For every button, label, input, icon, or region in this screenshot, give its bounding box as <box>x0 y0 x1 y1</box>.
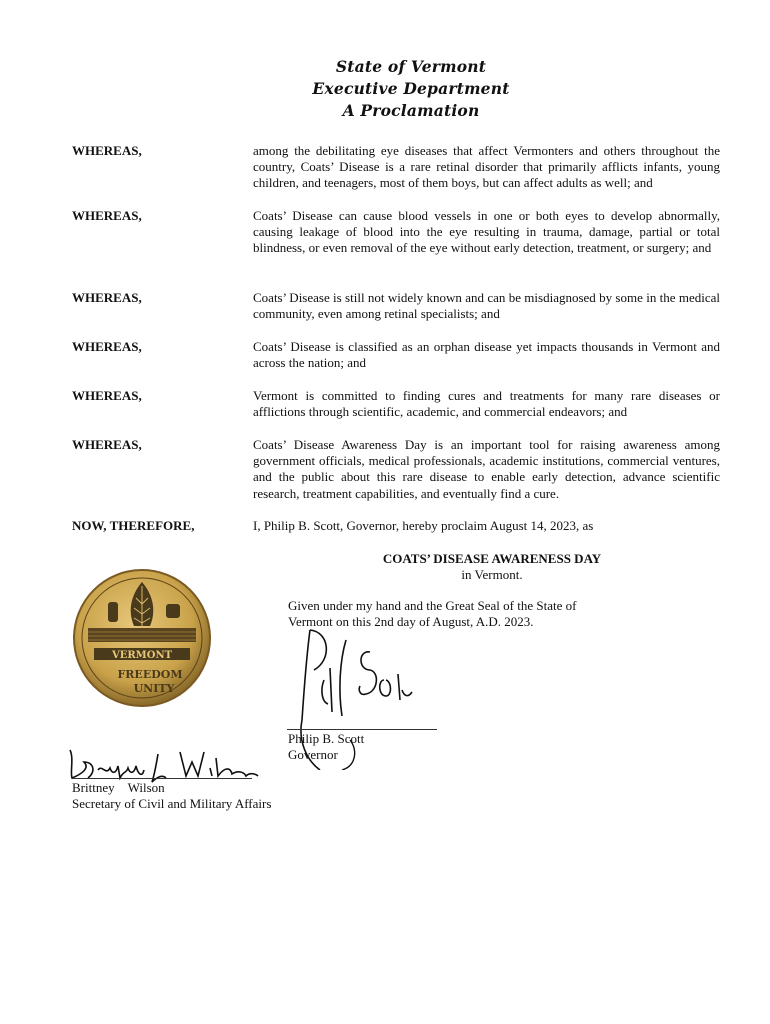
proclamation-title-block <box>312 551 672 583</box>
header-state: State of Vermont <box>335 57 487 76</box>
whereas-clause <box>72 388 720 420</box>
document-header <box>0 56 770 122</box>
whereas-clause <box>72 339 720 371</box>
secretary-signature-line <box>72 778 252 779</box>
whereas-clause <box>72 208 720 257</box>
secretary-block <box>72 780 271 812</box>
clause-label: WHEREAS, <box>72 388 142 403</box>
clause-text: Vermont is committed to finding cures and treatments for many rare diseases or afflictions through scientific, academic, and commercial endeavors; and <box>253 388 720 420</box>
given-line-2: Vermont on this 2nd day of August, A.D. 2023. <box>288 614 534 629</box>
seal-band-text: VERMONT <box>111 650 173 661</box>
clause-text: Coats’ Disease Awareness Day is an important tool for raising awareness among government officials, medical professionals, academic institutions, commercial ventures, and the public about this rare disease to enable early detection, advance scientific research, treatment capabilities, and eventually find a cure. <box>253 437 720 501</box>
clause-label: NOW, THEREFORE, <box>72 518 195 533</box>
whereas-clause <box>72 290 720 322</box>
whereas-clause <box>72 143 720 192</box>
now-therefore-clause <box>72 518 720 534</box>
governor-signature-line <box>287 729 437 730</box>
clause-text: Coats’ Disease can cause blood vessels in one or both eyes to develop abnormally, causing leakage of blood into the eye resulting in trauma, damage, partial or total blindness, or even removal of the eye without early detection, treatment, or surgery; and <box>253 208 720 256</box>
secretary-name-line <box>72 780 271 796</box>
seal-motto-2: UNITY <box>133 682 175 695</box>
given-line-1: Given under my hand and the Great Seal of the State of <box>288 598 577 613</box>
proclamation-title: COATS’ DISEASE AWARENESS DAY <box>382 551 602 566</box>
secretary-last-name: Wilson <box>127 780 165 795</box>
governor-title: Governor <box>288 747 338 762</box>
header-proclamation: A Proclamation <box>342 101 480 120</box>
secretary-title: Secretary of Civil and Military Affairs <box>72 796 272 811</box>
governor-block <box>288 731 364 763</box>
header-department: Executive Department <box>312 79 510 98</box>
seal-motto-1: FREEDOM <box>117 668 183 681</box>
clause-text: among the debilitating eye diseases that affect Vermonters and others throughout the country, Coats’ Disease is a rare retinal disorder that primarily afflicts infants, young children, and teenagers, most of them boys, but can affect adults as well; and <box>253 143 720 191</box>
secretary-first-name: Brittney <box>72 780 115 795</box>
governor-name: Philip B. Scott <box>288 731 365 746</box>
clause-text: Coats’ Disease is still not widely known and can be misdiagnosed by some in the medical community, even among retinal specialists; and <box>253 290 720 322</box>
clause-label: WHEREAS, <box>72 290 142 305</box>
clause-label: WHEREAS, <box>72 143 142 158</box>
great-seal-icon <box>72 568 212 708</box>
clause-text: I, Philip B. Scott, Governor, hereby proclaim August 14, 2023, as <box>253 518 594 533</box>
clause-label: WHEREAS, <box>72 437 142 452</box>
clause-label: WHEREAS, <box>72 339 142 354</box>
whereas-clause <box>72 437 720 502</box>
clause-text: Coats’ Disease is classified as an orphan disease yet impacts thousands in Vermont and across the nation; and <box>253 339 720 371</box>
proclamation-location: in Vermont. <box>461 567 523 582</box>
clause-label: WHEREAS, <box>72 208 142 223</box>
